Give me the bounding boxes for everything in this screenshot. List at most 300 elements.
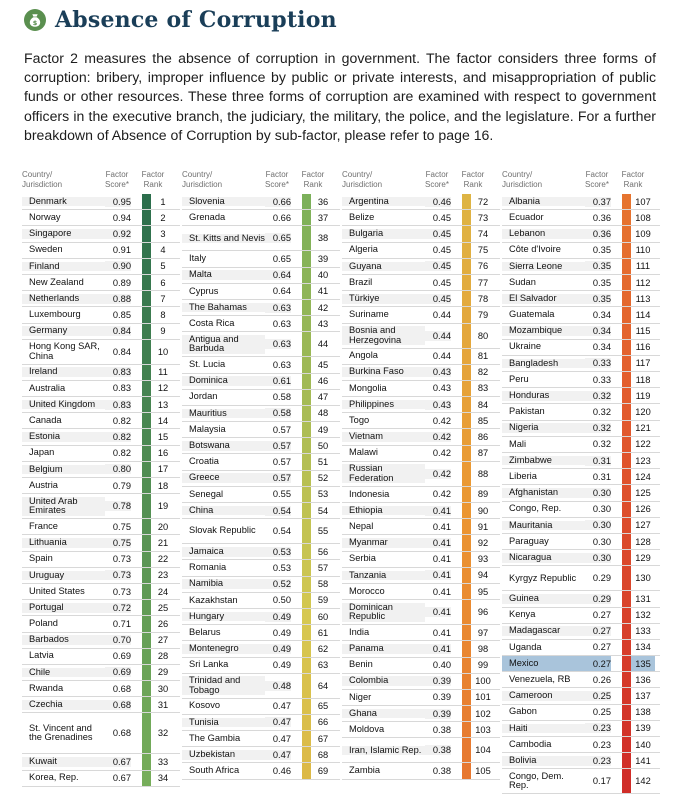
table-row — [502, 656, 660, 672]
factor-score: 0.57 — [265, 473, 291, 483]
country-name: Poland — [29, 618, 58, 629]
table-row — [22, 754, 180, 770]
factor-score: 0.69 — [105, 667, 131, 677]
header-rank: Factor Rank — [461, 170, 485, 189]
country-name: Bosnia and Herzegovina — [342, 326, 425, 345]
factor-rank: 78 — [477, 293, 489, 304]
score-color-bar — [142, 210, 151, 225]
table-row — [502, 275, 660, 291]
svg-text:$: $ — [32, 18, 38, 27]
country-name: Estonia — [22, 432, 105, 442]
factor-score: 0.39 — [425, 709, 451, 719]
score-color-bar — [302, 251, 311, 266]
factor-rank: 109 — [635, 228, 651, 239]
table-row — [22, 259, 180, 275]
country-name: Togo — [349, 415, 370, 426]
factor-score: 0.32 — [585, 391, 611, 401]
header-country: Country/ Jurisdiction — [502, 170, 543, 189]
country-name: Jamaica — [182, 547, 265, 557]
table-row — [342, 674, 500, 690]
country-name: Iran, Islamic Rep. — [342, 746, 425, 756]
factor-rank: 19 — [157, 501, 169, 512]
factor-rank: 128 — [635, 536, 651, 547]
table-row — [502, 226, 660, 242]
factor-score: 0.33 — [592, 374, 611, 385]
factor-score: 0.57 — [272, 457, 291, 468]
factor-score: 0.90 — [105, 261, 131, 271]
factor-rank: 134 — [635, 642, 651, 653]
score-color-bar — [142, 494, 151, 518]
factor-rank: 87 — [477, 448, 489, 459]
factor-score: 0.45 — [432, 212, 451, 223]
factor-score: 0.37 — [585, 197, 611, 207]
score-color-bar — [142, 600, 151, 615]
factor-score: 0.58 — [265, 408, 291, 418]
table-row — [342, 487, 500, 503]
factor-score: 0.38 — [425, 745, 451, 755]
table-row — [502, 624, 660, 640]
country-name: China — [182, 506, 265, 516]
factor-score: 0.47 — [272, 733, 291, 744]
table-row — [22, 519, 180, 535]
table-row — [22, 633, 180, 649]
table-row — [22, 771, 180, 787]
factor-rank: 84 — [477, 399, 489, 410]
factor-score: 0.30 — [592, 504, 611, 515]
table-row — [182, 454, 340, 470]
country-name: Moldova — [349, 724, 385, 735]
country-name: El Salvador — [502, 294, 585, 304]
factor-score: 0.84 — [112, 346, 131, 357]
factor-rank: 130 — [635, 573, 651, 584]
factor-rank: 25 — [157, 602, 169, 613]
score-color-bar — [142, 397, 151, 412]
table-row — [502, 485, 660, 501]
factor-score: 0.52 — [265, 579, 291, 589]
table-row — [182, 577, 340, 593]
score-color-bar — [302, 357, 311, 372]
country-name: France — [29, 520, 58, 531]
factor-rank: 116 — [635, 342, 651, 353]
country-name: Botswana — [182, 441, 265, 451]
ranking-column-1 — [22, 170, 180, 800]
factor-score: 0.83 — [105, 400, 131, 410]
table-row — [502, 259, 660, 275]
score-color-bar — [622, 485, 631, 500]
table-row — [342, 462, 500, 487]
score-color-bar — [622, 356, 631, 371]
factor-rank: 126 — [635, 504, 651, 515]
country-name: South Africa — [189, 765, 240, 776]
factor-rank: 28 — [157, 651, 169, 662]
score-color-bar — [142, 519, 151, 534]
factor-rank: 135 — [631, 656, 655, 671]
table-row — [182, 731, 340, 747]
country-name: Nicaragua — [502, 553, 585, 563]
table-row — [502, 688, 660, 704]
factor-score: 0.75 — [112, 521, 131, 532]
factor-score: 0.35 — [585, 294, 611, 304]
score-color-bar — [462, 625, 471, 640]
score-color-bar — [302, 300, 311, 315]
country-name: Jordan — [189, 391, 218, 402]
factor-score: 0.72 — [105, 603, 131, 613]
factor-score: 0.45 — [432, 277, 451, 288]
score-color-bar — [622, 437, 631, 452]
country-name: Malta — [182, 270, 265, 280]
factor-score: 0.63 — [265, 303, 291, 313]
table-row — [502, 340, 660, 356]
country-name: Italy — [189, 253, 207, 264]
factor-score: 0.34 — [585, 326, 611, 336]
country-name: Brazil — [349, 276, 373, 287]
table-row — [502, 324, 660, 340]
factor-score: 0.82 — [105, 432, 131, 442]
score-color-bar — [462, 259, 471, 274]
score-color-bar — [622, 591, 631, 606]
score-color-bar — [622, 518, 631, 533]
country-name: Austria — [29, 479, 58, 490]
score-color-bar — [622, 502, 631, 517]
score-color-bar — [302, 438, 311, 453]
factor-rank: 61 — [317, 627, 329, 638]
column-header — [22, 170, 180, 194]
factor-rank: 47 — [317, 392, 329, 403]
table-row — [502, 608, 660, 624]
factor-score: 0.45 — [432, 245, 451, 256]
score-color-bar — [142, 552, 151, 567]
table-row — [182, 390, 340, 406]
factor-rank: 63 — [317, 660, 329, 671]
country-name: Greece — [182, 473, 265, 483]
country-name: Japan — [29, 447, 55, 458]
country-name: Rwanda — [29, 682, 64, 693]
table-row — [22, 243, 180, 259]
country-name: Paraguay — [509, 535, 549, 546]
country-name: Panama — [342, 644, 425, 654]
factor-rank: 41 — [317, 286, 329, 297]
factor-score: 0.41 — [432, 554, 451, 565]
factor-score: 0.55 — [272, 489, 291, 500]
factor-score: 0.25 — [592, 707, 611, 718]
table-row — [502, 737, 660, 753]
factor-score: 0.41 — [425, 570, 451, 580]
factor-score: 0.54 — [272, 526, 291, 537]
country-name: Belarus — [189, 626, 221, 637]
table-row — [502, 672, 660, 688]
factor-rank: 74 — [477, 228, 489, 239]
factor-rank: 57 — [317, 562, 329, 573]
country-name: Spain — [29, 553, 53, 564]
score-color-bar — [302, 577, 311, 592]
score-color-bar — [622, 737, 631, 752]
page-title: Absence of Corruption — [55, 7, 337, 33]
factor-score: 0.84 — [105, 326, 131, 336]
table-row — [342, 243, 500, 259]
factor-score: 0.79 — [112, 480, 131, 491]
score-color-bar — [462, 275, 471, 290]
table-row — [502, 640, 660, 656]
table-row — [502, 210, 660, 226]
country-name: St. Vincent and the Grenadines — [29, 722, 93, 743]
country-name: Tanzania — [342, 571, 425, 581]
table-row — [182, 422, 340, 438]
country-name: Canada — [29, 415, 62, 426]
score-color-bar — [302, 226, 311, 250]
table-row — [342, 413, 500, 429]
table-row — [342, 706, 500, 722]
country-name: Latvia — [29, 650, 54, 661]
table-row — [22, 649, 180, 665]
factor-rank: 95 — [477, 586, 489, 597]
factor-rank: 7 — [160, 293, 166, 304]
factor-rank: 48 — [317, 408, 329, 419]
score-color-bar — [462, 397, 471, 412]
country-name: Guinea — [502, 594, 585, 604]
table-row — [22, 226, 180, 242]
table-row — [182, 268, 340, 284]
country-name: Belize — [349, 211, 375, 222]
factor-score: 0.45 — [425, 229, 451, 239]
factor-rank: 129 — [635, 552, 651, 563]
score-color-bar — [302, 332, 311, 356]
factor-rank: 3 — [160, 228, 166, 239]
table-row — [342, 568, 500, 584]
factor-score: 0.88 — [105, 294, 131, 304]
table-row — [22, 713, 180, 754]
factor-score: 0.32 — [592, 439, 611, 450]
table-row — [182, 406, 340, 422]
score-color-bar — [462, 446, 471, 461]
score-color-bar — [622, 656, 631, 671]
factor-score: 0.65 — [265, 233, 291, 243]
factor-score: 0.61 — [265, 376, 291, 386]
country-name: Liberia — [509, 470, 537, 481]
country-name: Portugal — [22, 603, 105, 613]
score-color-bar — [302, 641, 311, 656]
factor-score: 0.27 — [585, 656, 611, 671]
factor-rank: 101 — [475, 692, 491, 703]
factor-score: 0.34 — [592, 342, 611, 353]
score-color-bar — [142, 681, 151, 696]
country-name: Sierra Leone — [502, 262, 585, 272]
score-color-bar — [462, 429, 471, 444]
score-color-bar — [302, 390, 311, 405]
score-color-bar — [142, 535, 151, 550]
table-row — [182, 438, 340, 454]
factor-rank: 67 — [317, 733, 329, 744]
factor-rank: 17 — [157, 464, 169, 475]
country-name: Denmark — [22, 197, 105, 207]
score-color-bar — [142, 478, 151, 493]
score-color-bar — [462, 210, 471, 225]
table-row — [22, 446, 180, 462]
factor-rank: 92 — [477, 537, 489, 548]
table-row — [342, 503, 500, 519]
factor-rank: 123 — [635, 455, 651, 466]
table-row — [22, 665, 180, 681]
country-name: Belgium — [22, 465, 105, 475]
score-color-bar — [622, 324, 631, 339]
score-color-bar — [302, 210, 311, 225]
table-row — [502, 243, 660, 259]
factor-rank: 94 — [477, 570, 489, 581]
factor-score: 0.42 — [432, 415, 451, 426]
score-color-bar — [622, 550, 631, 565]
table-row — [342, 324, 500, 349]
table-row — [502, 356, 660, 372]
country-name: Trinidad and Tobago — [182, 676, 265, 695]
country-name: Cameroon — [502, 691, 585, 701]
factor-rank: 105 — [475, 766, 491, 777]
column-header — [502, 170, 660, 194]
country-name: Argentina — [342, 197, 425, 207]
factor-rank: 5 — [160, 261, 166, 272]
score-color-bar — [142, 307, 151, 322]
factor-rank: 62 — [317, 643, 329, 654]
country-name: St. Kitts and Nevis — [182, 234, 265, 244]
table-row — [502, 194, 660, 210]
score-color-bar — [142, 616, 151, 631]
table-row — [182, 284, 340, 300]
country-name: United States — [29, 585, 85, 596]
column-header — [342, 170, 500, 194]
score-color-bar — [462, 722, 471, 737]
factor-score: 0.63 — [265, 339, 291, 349]
score-color-bar — [142, 633, 151, 648]
table-row — [342, 429, 500, 445]
factor-rank: 73 — [477, 212, 489, 223]
country-name: Angola — [349, 350, 378, 361]
score-color-bar — [142, 194, 151, 209]
table-row — [182, 332, 340, 357]
factor-rank: 80 — [477, 330, 489, 341]
country-name: Hong Kong SAR, China — [29, 341, 100, 361]
score-color-bar — [622, 194, 631, 209]
factor-score: 0.42 — [425, 469, 451, 479]
header-country: Country/ Jurisdiction — [182, 170, 223, 189]
country-name: Afghanistan — [502, 488, 585, 498]
factor-rank: 102 — [475, 708, 491, 719]
factor-score: 0.49 — [265, 644, 291, 654]
table-row — [22, 616, 180, 632]
factor-rank: 117 — [635, 358, 651, 369]
score-color-bar — [302, 374, 311, 389]
table-row — [182, 300, 340, 316]
table-row — [22, 568, 180, 584]
factor-rank: 30 — [157, 683, 169, 694]
factor-rank: 6 — [160, 277, 166, 288]
table-row — [182, 625, 340, 641]
table-row — [22, 697, 180, 713]
table-row — [502, 534, 660, 550]
factor-score: 0.65 — [272, 253, 291, 264]
table-row — [182, 487, 340, 503]
score-color-bar — [622, 672, 631, 687]
header-country: Country/ Jurisdiction — [342, 170, 383, 189]
table-row — [22, 535, 180, 551]
factor-score: 0.78 — [105, 501, 131, 511]
factor-score: 0.80 — [105, 464, 131, 474]
table-row — [182, 544, 340, 560]
country-name: Congo, Rep. — [509, 503, 562, 514]
country-name: The Gambia — [189, 732, 241, 743]
factor-score: 0.49 — [272, 627, 291, 638]
score-color-bar — [302, 609, 311, 624]
score-color-bar — [142, 275, 151, 290]
country-name: India — [349, 626, 370, 637]
score-color-bar — [462, 487, 471, 502]
factor-rank: 31 — [157, 699, 169, 710]
factor-rank: 107 — [635, 196, 651, 207]
table-row — [342, 600, 500, 625]
country-name: Bangladesh — [502, 359, 585, 369]
table-row — [182, 226, 340, 251]
factor-rank: 86 — [477, 432, 489, 443]
header-score: Factor Score* — [584, 170, 609, 189]
score-color-bar — [142, 665, 151, 680]
table-row — [502, 307, 660, 323]
score-color-bar — [462, 584, 471, 599]
factor-score: 0.70 — [105, 635, 131, 645]
factor-score: 0.46 — [425, 197, 451, 207]
score-color-bar — [142, 754, 151, 769]
country-name: Germany — [22, 326, 105, 336]
factor-score: 0.23 — [592, 739, 611, 750]
score-color-bar — [622, 721, 631, 736]
factor-score: 0.73 — [105, 570, 131, 580]
table-row — [342, 291, 500, 307]
factor-rank: 20 — [157, 521, 169, 532]
factor-score: 0.41 — [425, 644, 451, 654]
factor-rank: 45 — [317, 359, 329, 370]
table-row — [502, 566, 660, 591]
score-color-bar — [302, 487, 311, 502]
factor-rank: 4 — [160, 245, 166, 256]
table-row — [22, 681, 180, 697]
factor-rank: 113 — [635, 293, 651, 304]
score-color-bar — [622, 372, 631, 387]
country-name: Ukraine — [509, 341, 542, 352]
factor-rank: 39 — [317, 253, 329, 264]
country-name: Côte d'Ivoire — [509, 244, 561, 255]
score-color-bar — [462, 307, 471, 322]
factor-rank: 56 — [317, 546, 329, 557]
header-score: Factor Score* — [104, 170, 129, 189]
table-row — [182, 747, 340, 763]
country-name: Mauritius — [182, 409, 265, 419]
table-row — [182, 503, 340, 519]
score-color-bar — [142, 568, 151, 583]
factor-score: 0.47 — [265, 750, 291, 760]
factor-score: 0.47 — [272, 701, 291, 712]
factor-rank: 10 — [157, 346, 169, 357]
table-row — [22, 194, 180, 210]
country-name: Vietnam — [342, 432, 425, 442]
table-row — [342, 226, 500, 242]
table-row — [22, 584, 180, 600]
table-row — [182, 471, 340, 487]
factor-rank: 81 — [477, 351, 489, 362]
factor-score: 0.27 — [592, 642, 611, 653]
table-row — [502, 404, 660, 420]
table-row — [342, 722, 500, 738]
country-name: Nepal — [349, 520, 374, 531]
country-name: Algeria — [349, 244, 378, 255]
country-name: Grenada — [189, 211, 226, 222]
score-color-bar — [302, 268, 311, 283]
country-name: Albania — [502, 197, 585, 207]
